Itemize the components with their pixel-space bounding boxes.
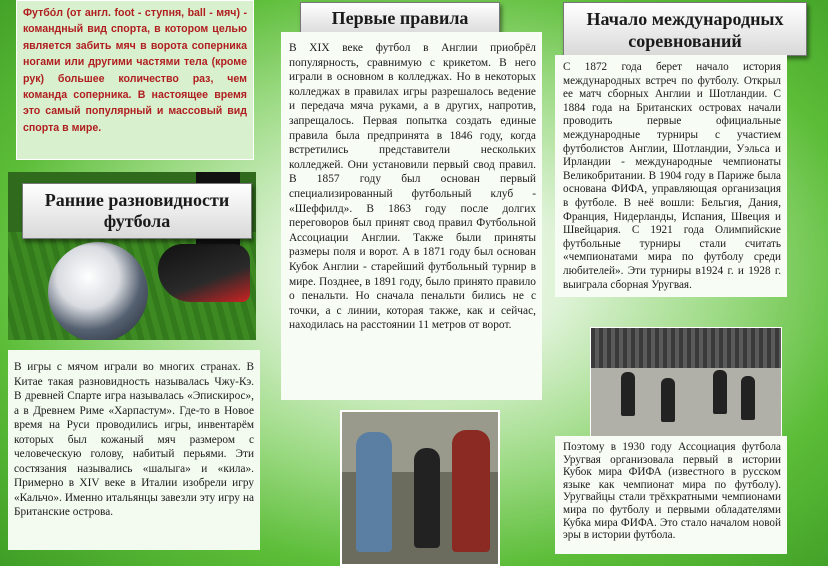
football-boot: [158, 244, 250, 302]
historic-match-photo: [590, 327, 782, 437]
first-rules-text: В XIX веке футбол в Англии приобрёл популярность, сравнимую с крикетом. В него играли в основном в колледжах. Но в некоторых колледжах в правилах игры разрешалось ведение и передача мяча руками, а в других, напротив, запрещалось. Первая попытка создать единые правила была предпринята в 1846 году, когда встретились представители нескольких колледжей. Они установили первый свод правил. В 1857 году был основан первый специализированный футбольный клуб - «Шеффилд». В 1863 году после долгих переговоров был принят свод правил Футбольной Ассоциации Англии. Также были приняты размеры поля и ворот. А в 1871 году был основан Кубок Англии - старейший футбольный турнир в мире. Позднее, в 1891 году, было принято правило о пенальти. Но сначала пенальти бились не с точки, а с линии, которая также, как и сейчас, находилась на расстоянии 11 метров от ворот.: [281, 32, 542, 400]
player-blue: [356, 432, 392, 552]
definition-term: Футбо́л: [23, 7, 63, 19]
international-competitions-text: С 1872 года берет начало история международных встреч по футболу. Открыл ее матч сборных Англии и Шотландии. С 1884 года на Британских островах начали проводить первые официальные международные турниры с участием футболистов Англии, Шотландии, Уэльса и Ирландии - международные чемпионаты Великобритании. В 1904 году в Париже была основана ФИФА, управляющая организация в футболе. В неё вошли: Бельгия, Дания, Франция, Нидерланды, Испания, Швеция и Швейцария. С 1921 года Олимпийские футбольные турниры стали считать «чемпионатами мира по футболу среди любителей». Эти турниры в1924 г. и 1928 г. выиграла сборная Уругвая.: [555, 55, 787, 297]
soccer-ball: [48, 242, 148, 340]
match-handshake-photo: [340, 410, 500, 566]
player-figure: [661, 378, 675, 422]
player-red: [452, 430, 490, 552]
international-competitions-title: Начало международных соревнований: [563, 2, 807, 56]
player-figure: [741, 376, 755, 420]
football-definition-box: [16, 0, 254, 160]
player-figure: [713, 370, 727, 414]
early-variants-text: В игры с мячом играли во многих странах. В Китае такая разновидность называлась Чжу-Кэ. В древней Спарте игра называлась «Эпискирос», а в Древнем Риме «Харпастум». Где-то в Новое время на Руси проводились игры, инвентарём которых был кожаный мяч размером с человеческую голову, набитый перьями. Эти состязания назывались «шалыга» и «кила». Примерно в XIV веке в Италии изобрели игру «Кальчо». Именно итальянцы завезли эту игру на Британские острова.: [8, 350, 260, 550]
first-rules-title: Первые правила: [300, 2, 500, 36]
world-cup-text: Поэтому в 1930 году Ассоциация футбола Уругвая организовала первый в истории Кубок мира ФИФА (известного в русском языке как чемпионат мира по футболу). Уругвайцы стали трёхкратными чемпионами мира по футболу и первыми обладателями Кубка мира ФИФА. Это стало началом новой эры в истории футбола.: [555, 436, 787, 554]
crowd: [591, 328, 781, 368]
player-figure: [621, 372, 635, 416]
referee: [414, 448, 440, 548]
definition-text: (от англ. foot - ступня, ball - мяч) - командный вид спорта, в котором целью является забить мяч в ворота соперника ногами или другими частями тела (кроме рук) большее количество раз, чем команда соперника. В настоящее время это самый популярный и массовый вид спорта в мире.: [23, 7, 247, 134]
early-variants-title: Ранние разновидности футбола: [22, 183, 252, 239]
